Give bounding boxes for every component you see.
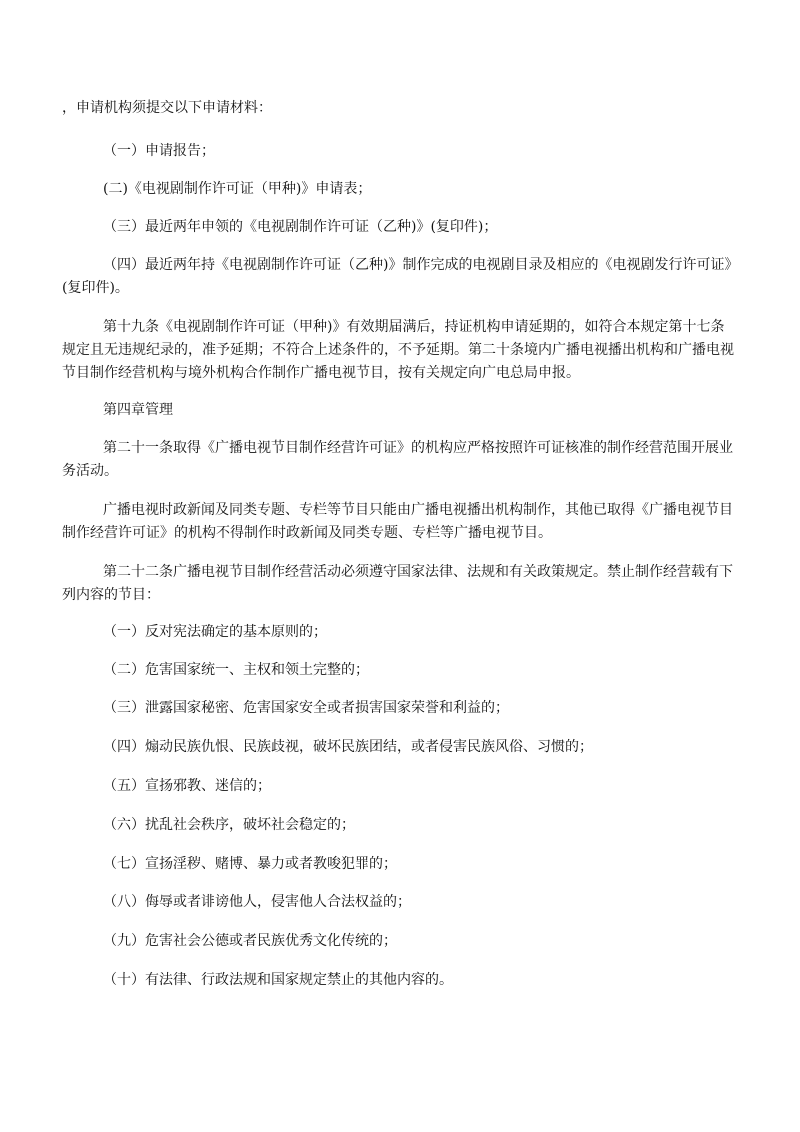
prohibited-item-2: （二）危害国家统一、主权和领土完整的；: [103, 662, 369, 678]
article-21: 第二十一条取得《广播电视节目制作经营许可证》的机构应严格按照许可证核准的制作经营范围开展业务活动。: [62, 440, 733, 479]
prohibited-item-4: （四）煽动民族仇恨、民族歧视，破坏民族团结，或者侵害民族风俗、习惯的；: [103, 739, 593, 755]
prohibited-item-9: （九）危害社会公德或者民族优秀文化传统的；: [103, 933, 397, 949]
article-19-20: 第十九条《电视剧制作许可证（甲种)》有效期届满后，持证机构申请延期的，如符合本规定第十七条规定且无违规纪录的，准予延期；不符合上述条件的，不予延期。第二十条境内广播电视播出机构和广播电视节目制作经营机构与境外机构合作制作广播电视节目，按有关规定向广电总局申报。: [62, 319, 734, 381]
list-item-4: （四）最近两年持《电视剧制作许可证（乙种)》制作完成的电视剧目录及相应的《电视剧发行许可证》(复印件)。: [62, 257, 732, 296]
prohibited-item-8: （八）侮辱或者诽谤他人，侵害他人合法权益的；: [103, 894, 411, 910]
list-item-1: （一）申请报告；: [103, 143, 215, 159]
article-22: 第二十二条广播电视节目制作经营活动必须遵守国家法律、法规和有关政策规定。禁止制作经营载有下列内容的节目：: [62, 564, 733, 603]
prohibited-item-7: （七）宣扬淫秽、赌博、暴力或者教唆犯罪的；: [103, 856, 397, 872]
paragraph-intro: ，申请机构须提交以下申请材料：: [62, 100, 272, 116]
chapter-heading: 第四章管理: [103, 402, 173, 418]
prohibited-item-3: （三）泄露国家秘密、危害国家安全或者损害国家荣誉和利益的；: [103, 700, 509, 716]
prohibited-item-10: （十）有法律、行政法规和国家规定禁止的其他内容的。: [103, 972, 453, 988]
prohibited-item-1: （一）反对宪法确定的基本原则的；: [103, 624, 327, 640]
paragraph-news: 广播电视时政新闻及同类专题、专栏等节目只能由广播电视播出机构制作，其他已取得《广播电视节目制作经营许可证》的机构不得制作时政新闻及同类专题、专栏等广播电视节目。: [62, 502, 733, 541]
list-item-3: （三）最近两年申领的《电视剧制作许可证（乙种)》(复印件)；: [103, 219, 498, 235]
list-item-2: (二)《电视剧制作许可证（甲种)》申请表；: [103, 181, 372, 197]
prohibited-item-5: （五）宣扬邪教、迷信的；: [103, 778, 271, 794]
prohibited-item-6: （六）扰乱社会秩序，破坏社会稳定的；: [103, 817, 355, 833]
